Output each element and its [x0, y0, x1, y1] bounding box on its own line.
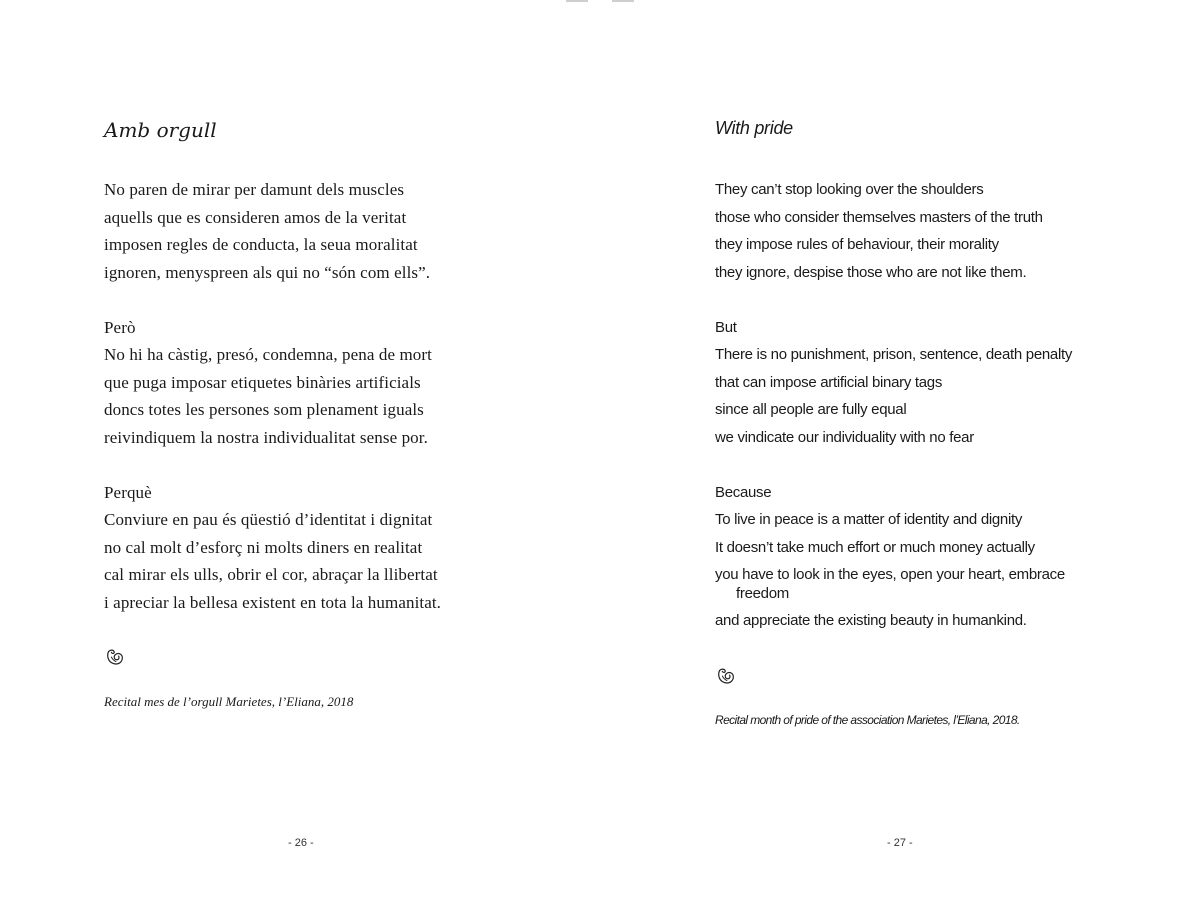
poem-line: No paren de mirar per damunt dels muscles [104, 180, 405, 199]
right-page [600, 0, 1200, 910]
poem-line: Perquè [104, 482, 152, 502]
page-number: - 27 - [887, 837, 913, 849]
poem-line: that can impose artificial binary tags [715, 373, 943, 391]
poem-line: those who consider themselves masters of the truth [715, 208, 1043, 226]
poem-line: Però [104, 317, 136, 337]
poem-line: There is no punishment, prison, sentence, death penalty [715, 346, 1073, 363]
poem-line: cal mirar els ulls, obrir el cor, abraçar la llibertat [104, 565, 438, 584]
stanza-break [715, 286, 1095, 314]
poem-line: i apreciar la bellesa existent en tota la humanitat. [104, 592, 442, 612]
stanza-break [715, 451, 1095, 479]
poem-line: Because [715, 483, 772, 501]
poem-line: they impose rules of behaviour, their morality [715, 236, 999, 253]
poem-line: aquells que es consideren amos de la veritat [104, 207, 407, 227]
stanza-break [104, 451, 441, 479]
recital-credit: Recital month of pride of the association Marietes, l’Eliana, 2018. [715, 713, 1020, 727]
poem-title-english: With pride [715, 118, 793, 138]
poem-line: They can’t stop looking over the shoulders [715, 181, 984, 198]
poem-line: reivindiquem la nostra individualitat sense por. [104, 427, 428, 447]
poem-line: No hi ha càstig, presó, condemna, pena de mort [104, 345, 432, 364]
stanza-break [104, 286, 441, 314]
poem-title-catalan: Amb orgull [104, 118, 217, 142]
poem-body-catalan [104, 176, 441, 616]
poem-line: que puga imposar etiquetes binàries artificials [104, 372, 421, 392]
fleuron-icon [104, 646, 126, 668]
fleuron-icon [715, 665, 737, 687]
poem-line: no cal molt d’esforç ni molts diners en realitat [104, 537, 423, 557]
poem-line: It doesn’t take much effort or much money actually [715, 538, 1035, 556]
poem-line: we vindicate our individuality with no fear [715, 428, 974, 446]
poem-line: they ignore, despise those who are not like them. [715, 263, 1027, 281]
poem-line: doncs totes les persones som plenament iguals [104, 400, 424, 419]
poem-line: To live in peace is a matter of identity and dignity [715, 511, 1023, 528]
poem-line: you have to look in the eyes, open your heart, embrace freedom [715, 566, 1065, 602]
poem-line: and appreciate the existing beauty in humankind. [715, 612, 1027, 629]
poem-line: But [715, 318, 737, 336]
poem-line: since all people are fully equal [715, 401, 907, 418]
poem-line: Conviure en pau és qüestió d’identitat i dignitat [104, 510, 433, 529]
recital-credit: Recital mes de l’orgull Marietes, l’Eliana, 2018 [104, 694, 354, 709]
poem-line: ignoren, menyspreen als qui no “són com ells”. [104, 262, 431, 282]
page-number: - 26 - [288, 837, 314, 849]
poem-line: imposen regles de conducta, la seua moralitat [104, 235, 418, 254]
poem-body-english [715, 176, 1095, 635]
